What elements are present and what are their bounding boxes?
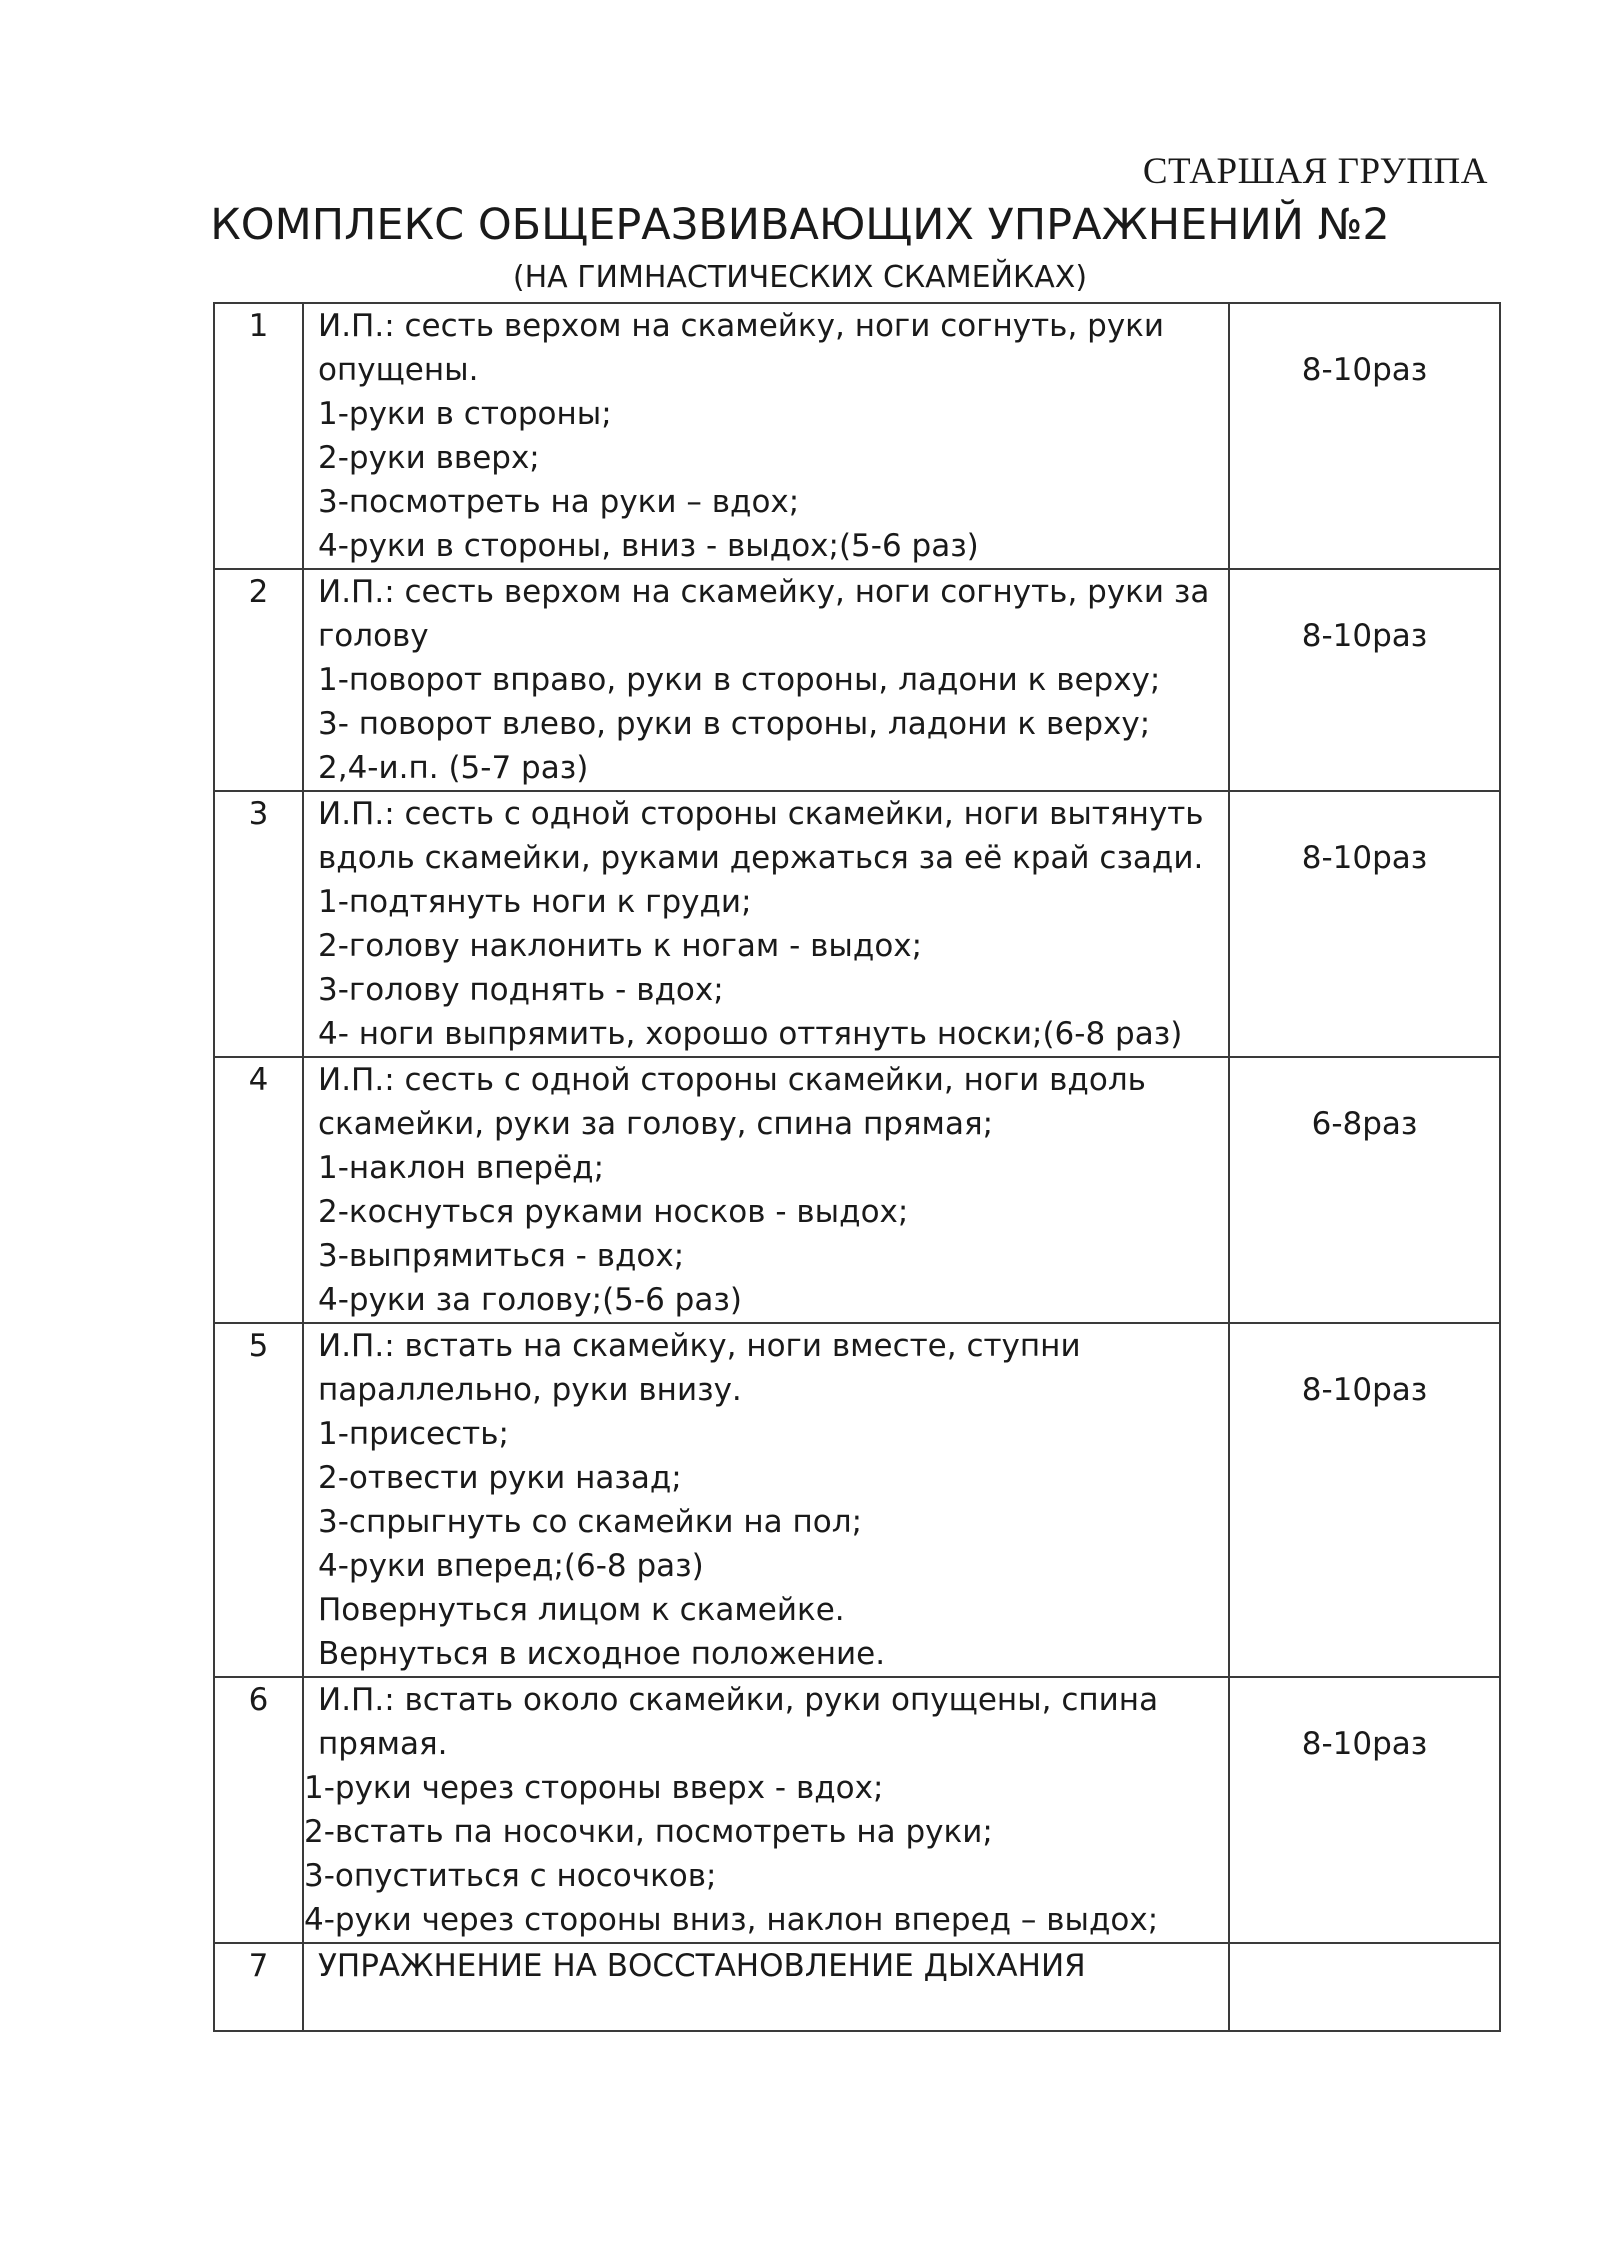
exercise-step-line: 2,4-и.п. (5-7 раз)	[318, 750, 589, 786]
exercise-reps-cell	[1229, 791, 1500, 1057]
exercise-description-cell	[303, 1943, 1229, 2031]
exercise-table-body	[214, 303, 1500, 2031]
exercise-step-line: 2-отвести руки назад;	[318, 1460, 682, 1496]
exercise-step-line: 1-присесть;	[318, 1416, 509, 1452]
exercise-step-line: 2-руки вверх;	[318, 440, 540, 476]
exercise-step-line: И.П.: сесть верхом на скамейку, ноги согнуть, руки	[318, 308, 1165, 344]
exercise-step-line: 2-коснуться руками носков - выдох;	[318, 1194, 909, 1230]
exercise-step-line: И.П.: встать около скамейки, руки опущены, спина	[318, 1682, 1159, 1718]
exercise-step-line: 3-опуститься с носочков;	[304, 1858, 717, 1894]
exercise-step-line: 4- ноги выпрямить, хорошо оттянуть носки;(6-8 раз)	[318, 1016, 1183, 1052]
document-title: КОМПЛЕКС ОБЩЕРАЗВИВАЮЩИХ УПРАЖНЕНИЙ №2	[210, 200, 1390, 250]
exercise-number: 3	[248, 796, 269, 832]
exercise-reps-cell	[1229, 1057, 1500, 1323]
exercise-step-line: опущены.	[318, 352, 479, 388]
exercise-number: 6	[248, 1682, 269, 1718]
exercise-reps: 8-10раз	[1301, 618, 1428, 654]
exercise-description-cell	[303, 569, 1229, 791]
exercise-step-line: И.П.: встать на скамейку, ноги вместе, ступни	[318, 1328, 1081, 1364]
exercise-step-line: 3-спрыгнуть со скамейки на пол;	[318, 1504, 863, 1540]
exercise-step-line: голову	[318, 618, 429, 654]
exercise-row	[214, 303, 1500, 569]
exercise-number-cell	[214, 569, 303, 791]
document-subtitle: (НА ГИМНАСТИЧЕСКИХ СКАМЕЙКАХ)	[512, 260, 1088, 295]
exercise-step-line: 3- поворот влево, руки в стороны, ладони к верху;	[318, 706, 1151, 742]
exercise-step-line: И.П.: сесть с одной стороны скамейки, ноги вытянуть	[318, 796, 1204, 832]
exercise-step-line: скамейки, руки за голову, спина прямая;	[318, 1106, 994, 1142]
exercise-reps-cell	[1229, 569, 1500, 791]
exercise-row	[214, 1323, 1500, 1677]
exercise-number: 4	[248, 1062, 269, 1098]
exercise-number-cell	[214, 1943, 303, 2031]
exercise-number-cell	[214, 791, 303, 1057]
exercise-step-line: 4-руки в стороны, вниз - выдох;(5-6 раз)	[318, 528, 979, 564]
exercise-step-line: 4-руки через стороны вниз, наклон вперед – выдох;	[304, 1902, 1159, 1938]
exercise-step-line: И.П.: сесть с одной стороны скамейки, ноги вдоль	[318, 1062, 1146, 1098]
exercise-row	[214, 1677, 1500, 1943]
exercise-step-line: 3-посмотреть на руки – вдох;	[318, 484, 800, 520]
exercise-step-line: 3-выпрямиться - вдох;	[318, 1238, 685, 1274]
exercise-description-cell	[303, 303, 1229, 569]
exercise-step-line: 1-руки через стороны вверх - вдох;	[304, 1770, 884, 1806]
exercise-step-line: прямая.	[318, 1726, 448, 1762]
exercise-step-line: 3-голову поднять - вдох;	[318, 972, 724, 1008]
exercise-number-cell	[214, 303, 303, 569]
exercise-step-line: 4-руки вперед;(6-8 раз)	[318, 1548, 704, 1584]
exercise-step-line: вдоль скамейки, руками держаться за её край сзади.	[318, 840, 1204, 876]
exercise-description-cell	[303, 1057, 1229, 1323]
exercise-number: 5	[248, 1328, 269, 1364]
exercise-row	[214, 791, 1500, 1057]
exercise-description-cell	[303, 1323, 1229, 1677]
exercise-step-line: УПРАЖНЕНИЕ НА ВОССТАНОВЛЕНИЕ ДЫХАНИЯ	[318, 1948, 1086, 1984]
exercise-step-line: параллельно, руки внизу.	[318, 1372, 742, 1408]
exercise-step-line: 2-голову наклонить к ногам - выдох;	[318, 928, 923, 964]
exercise-reps-cell	[1229, 1323, 1500, 1677]
group-label: СТАРШАЯ ГРУППА	[1142, 151, 1488, 192]
exercise-number-cell	[214, 1057, 303, 1323]
exercise-reps: 8-10раз	[1301, 1372, 1428, 1408]
exercise-step-line: 2-встать па носочки, посмотреть на руки;	[304, 1814, 993, 1850]
exercise-step-line: Повернуться лицом к скамейке.	[318, 1592, 845, 1628]
exercise-reps: 8-10раз	[1301, 840, 1428, 876]
exercise-step-line: 1-поворот вправо, руки в стороны, ладони к верху;	[318, 662, 1161, 698]
exercise-step-line: 1-подтянуть ноги к груди;	[318, 884, 752, 920]
exercise-reps-cell	[1229, 1677, 1500, 1943]
exercise-row	[214, 1943, 1500, 2031]
exercise-reps: 8-10раз	[1301, 352, 1428, 388]
exercise-step-line: 1-наклон вперёд;	[318, 1150, 605, 1186]
exercise-number-cell	[214, 1677, 303, 1943]
exercise-number: 7	[248, 1948, 269, 1984]
exercise-reps-cell	[1229, 1943, 1500, 2031]
exercise-step-line: Вернуться в исходное положение.	[318, 1636, 886, 1672]
exercise-number: 2	[248, 574, 269, 610]
exercise-reps: 6-8раз	[1311, 1106, 1418, 1142]
exercise-row	[214, 1057, 1500, 1323]
exercise-row	[214, 569, 1500, 791]
exercise-step-line: И.П.: сесть верхом на скамейку, ноги согнуть, руки за	[318, 574, 1210, 610]
exercise-number: 1	[248, 308, 269, 344]
exercise-description-cell	[303, 791, 1229, 1057]
exercise-reps: 8-10раз	[1301, 1726, 1428, 1762]
exercise-step-line: 1-руки в стороны;	[318, 396, 612, 432]
exercise-table	[213, 302, 1501, 2032]
exercise-reps-cell	[1229, 303, 1500, 569]
exercise-number-cell	[214, 1323, 303, 1677]
exercise-description-cell	[303, 1677, 1229, 1943]
exercise-step-line: 4-руки за голову;(5-6 раз)	[318, 1282, 742, 1318]
